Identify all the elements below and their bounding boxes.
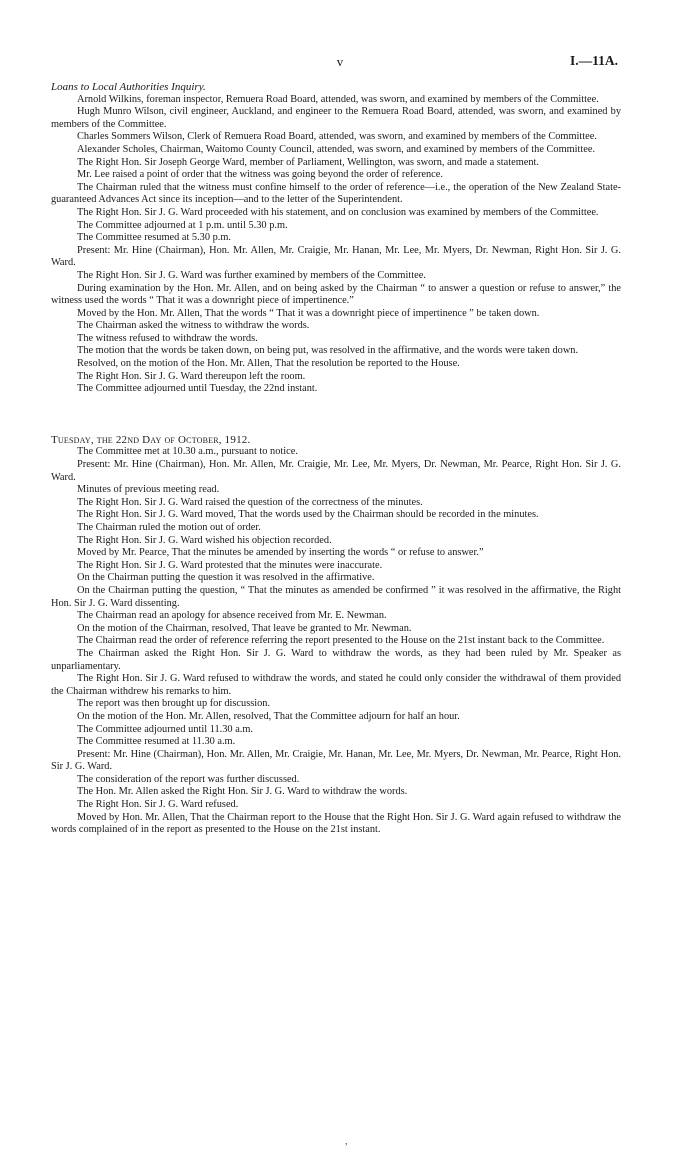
section-title-loans-inquiry: Loans to Local Authorities Inquiry. <box>51 81 206 93</box>
section-title-date: Tuesday, the 22nd Day of October, 1912. <box>51 433 251 446</box>
paragraph: Alexander Scholes, Chairman, Waitomo County Council, attended, was sworn, and examined by members of the Committee. <box>77 143 596 155</box>
paragraph: The Right Hon. Sir J. G. Ward raised the question of the correctness of the minutes. <box>77 496 423 508</box>
paragraph: During examination by the Hon. Mr. Allen, and on being asked by the Chairman “ to answer a question or refuse to answer,” the witness used the words “ That it was a downright piece of impertinence.” <box>51 282 621 307</box>
paragraph: Mr. Lee raised a point of order that the witness was going beyond the order of reference. <box>77 169 443 181</box>
section-2-paragraphs <box>51 446 621 836</box>
paragraph: Charles Sommers Wilson, Clerk of Remuera Road Board, attended, was sworn, and examined by members of the Committee. <box>77 131 597 143</box>
page-number: v <box>336 54 344 69</box>
paragraph: On the motion of the Hon. Mr. Allen, resolved, That the Committee adjourn for half an hour. <box>77 710 460 722</box>
paragraph: The witness refused to withdraw the words. <box>77 332 258 344</box>
paragraph: Present: Mr. Hine (Chairman), Hon. Mr. Allen, Mr. Craigie, Mr. Lee, Mr. Myers, Dr. Newman, Mr. Pearce, Right Hon. Sir J. G. Ward. <box>51 459 621 483</box>
paragraph: Moved by the Hon. Mr. Allen, That the words “ That it was a downright piece of impertinence ” be taken down. <box>77 307 540 319</box>
page-mark: , <box>345 1136 348 1147</box>
paragraph: The Right Hon. Sir J. G. Ward was further examined by members of the Committee. <box>77 269 426 281</box>
paragraph: The report was then brought up for discussion. <box>77 698 271 710</box>
paragraph: The Committee resumed at 5.30 p.m. <box>77 232 231 244</box>
paragraph: The Chairman ruled the motion out of order. <box>77 522 261 533</box>
paragraph: The Hon. Mr. Allen asked the Right Hon. Sir J. G. Ward to withdraw the words. <box>77 786 408 798</box>
paragraph: The Chairman asked the witness to withdraw the words. <box>77 320 310 332</box>
paragraph: Arnold Wilkins, foreman inspector, Remuera Road Board, attended, was sworn, and examined by members of the Committee. <box>77 93 599 105</box>
paragraph: The Right Hon. Sir J. G. Ward moved, That the words used by the Chairman should be recorded in the minutes. <box>77 509 539 521</box>
paper-reference: I.—11A. <box>569 53 618 68</box>
paragraph: On the Chairman putting the question it was resolved in the affirmative. <box>77 572 375 584</box>
paragraph: The Committee adjourned until 11.30 a.m. <box>77 723 254 735</box>
paragraph: The Chairman ruled that the witness must confine himself to the order of reference—i.e., the operation of the New Zealand State-guaranteed Advances Act since its inception—and to the letter of the Superintendent. <box>51 181 621 206</box>
paragraph: Hugh Munro Wilson, civil engineer, Auckland, and engineer to the Remuera Road Board, attended, was sworn, and examined by members of the Committee. <box>51 106 621 130</box>
paragraph: Moved by Mr. Pearce, That the minutes be amended by inserting the words “ or refuse to answer.” <box>77 547 484 559</box>
paragraph: The Committee met at 10.30 a.m., pursuant to notice. <box>77 446 298 458</box>
paragraph: Present: Mr. Hine (Chairman), Hon. Mr. Allen, Mr. Craigie, Mr. Hanan, Mr. Lee, Mr. Myers, Dr. Newman, Mr. Pearce, Right Hon. Sir J. G. Ward. <box>51 748 621 773</box>
paragraph: The Committee adjourned at 1 p.m. until 5.30 p.m. <box>77 219 288 231</box>
paragraph: The Right Hon. Sir J. G. Ward protested that the minutes were inaccurate. <box>77 559 383 571</box>
paragraph: The Right Hon. Sir J. G. Ward thereupon left the room. <box>77 370 306 382</box>
paragraph: On the Chairman putting the question, “ That the minutes as amended be confirmed ” it was resolved in the affirmative, the Right Hon. Sir J. G. Ward dissenting. <box>51 584 621 609</box>
paragraph: The Chairman asked the Right Hon. Sir J. G. Ward to withdraw the words, as they had been ruled by Mr. Speaker as unparliamentary. <box>51 647 621 672</box>
paragraph: The Chairman read an apology for absence received from Mr. E. Newman. <box>77 610 387 622</box>
paragraph: The Right Hon. Sir Joseph George Ward, member of Parliament, Wellington, was sworn, and made a statement. <box>77 156 539 168</box>
paragraph: The Committee resumed at 11.30 a.m. <box>77 736 236 748</box>
paragraph: Present: Mr. Hine (Chairman), Hon. Mr. Allen, Mr. Craigie, Mr. Hanan, Mr. Lee, Mr. Myers, Dr. Newman, Right Hon. Sir J. G. Ward. <box>51 244 621 269</box>
paragraph: The Right Hon. Sir J. G. Ward proceeded with his statement, and on conclusion was examined by members of the Committee. <box>77 206 599 218</box>
paragraph: The Right Hon. Sir J. G. Ward refused. <box>77 799 239 811</box>
paragraph: The Right Hon. Sir J. G. Ward refused to withdraw the words, and stated he could only consider the withdrawal of them provided the Chairman withdrew his remarks to him. <box>51 673 621 697</box>
paragraph: The Chairman read the order of reference referring the report presented to the House on the 21st instant back to the Committee. <box>77 635 605 647</box>
paragraph: The Right Hon. Sir J. G. Ward wished his objection recorded. <box>77 534 332 546</box>
document-body <box>51 81 621 837</box>
paragraph: Moved by Hon. Mr. Allen, That the Chairman report to the House that the Right Hon. Sir J. G. Ward again refused to withdraw the words complained of in the report as presented to the House on the 21st instant. <box>51 811 621 836</box>
paragraph: The Committee adjourned until Tuesday, the 22nd instant. <box>77 383 318 395</box>
paragraph: Minutes of previous meeting read. <box>77 484 220 496</box>
paragraph: The motion that the words be taken down, on being put, was resolved in the affirmative, and the words were taken down. <box>77 345 579 357</box>
section-1-paragraphs <box>51 94 621 396</box>
paragraph: On the motion of the Chairman, resolved, That leave be granted to Mr. Newman. <box>77 622 412 634</box>
paragraph: The consideration of the report was further discussed. <box>77 773 300 785</box>
paragraph: Resolved, on the motion of the Hon. Mr. Allen, That the resolution be reported to the House. <box>77 358 460 370</box>
